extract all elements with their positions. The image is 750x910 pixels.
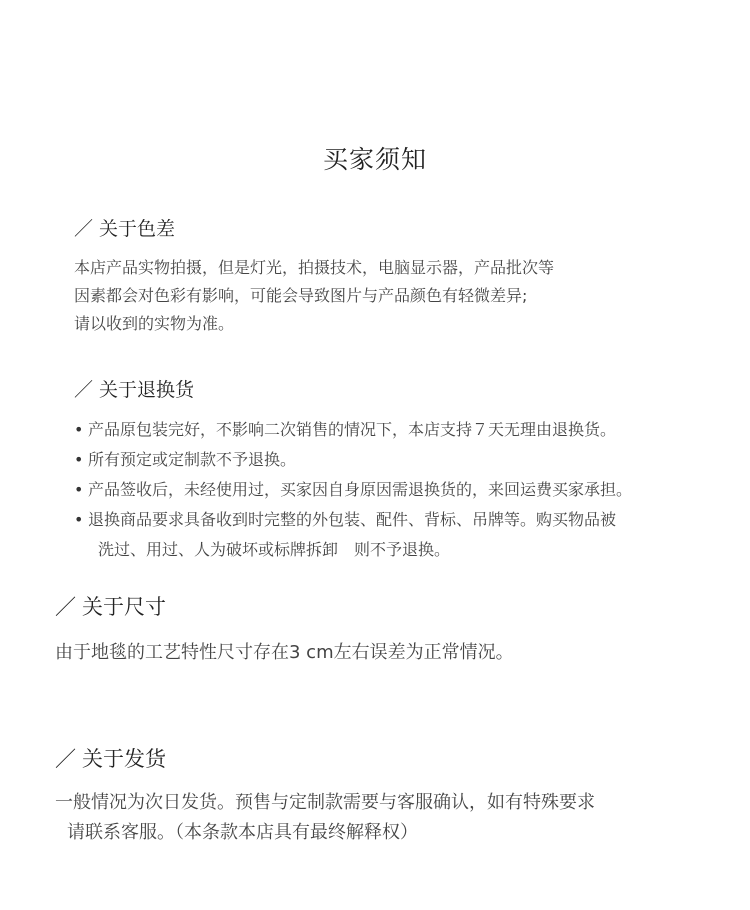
section-heading <box>74 212 554 242</box>
list-item <box>74 475 632 505</box>
bullet-icon: • <box>74 480 84 499</box>
section-returns <box>74 373 632 565</box>
slash-icon: ／ <box>55 595 76 619</box>
list-item <box>74 415 632 445</box>
section-heading-text: 关于尺寸 <box>82 595 166 619</box>
section-heading <box>55 742 595 774</box>
bullet-icon: • <box>74 420 84 439</box>
section-size <box>55 590 514 668</box>
section-body <box>55 788 595 848</box>
bullet-list <box>74 415 632 565</box>
list-item <box>74 445 632 475</box>
list-item-text: 产品原包装完好，不影响二次销售的情况下，本店支持７天无理由退换货。 <box>88 420 617 439</box>
paragraph-line: 请以收到的实物为准。 <box>74 314 235 333</box>
section-color-difference <box>74 212 554 338</box>
list-item-text: 产品签收后，未经使用过，买家因自身原因需退换货的，来回运费买家承担。 <box>88 480 633 499</box>
list-item-text: 所有预定或定制款不予退换。 <box>88 450 297 469</box>
page-title: 买家须知 <box>322 145 427 174</box>
list-item-text: 退换商品要求具备收到时完整的外包装、配件、背标、吊牌等。购买物品被 <box>88 510 617 529</box>
section-heading-text: 关于退换货 <box>99 378 195 401</box>
slash-icon: ／ <box>55 747 76 771</box>
bullet-icon: • <box>74 450 84 469</box>
paragraph-line: 本店产品实物拍摄，但是灯光，拍摄技术，电脑显示器，产品批次等 <box>74 258 555 277</box>
slash-icon: ／ <box>74 217 94 240</box>
slash-icon: ／ <box>74 378 94 401</box>
section-heading-text: 关于发货 <box>82 747 166 771</box>
bullet-icon: • <box>74 510 84 529</box>
paragraph-line: 由于地毯的工艺特性尺寸存在3 cm左右误差为正常情况。 <box>55 642 514 663</box>
paragraph-continuation: 请联系客服。（本条款本店具有最终解释权） <box>67 822 418 843</box>
section-body <box>55 638 514 668</box>
section-heading <box>55 590 514 622</box>
section-heading <box>74 373 632 403</box>
section-body <box>74 254 554 338</box>
section-shipping <box>55 742 595 848</box>
list-item-continuation: 洗过、用过、人为破坏或标牌拆卸 则不予退换。 <box>98 540 451 559</box>
section-heading-text: 关于色差 <box>99 217 176 240</box>
paragraph-line: 一般情况为次日发货。预售与定制款需要与客服确认，如有特殊要求 <box>55 792 595 813</box>
paragraph-line: 因素都会对色彩有影响，可能会导致图片与产品颜色有轻微差异; <box>74 286 528 305</box>
list-item <box>74 505 632 565</box>
section-body <box>74 415 632 565</box>
